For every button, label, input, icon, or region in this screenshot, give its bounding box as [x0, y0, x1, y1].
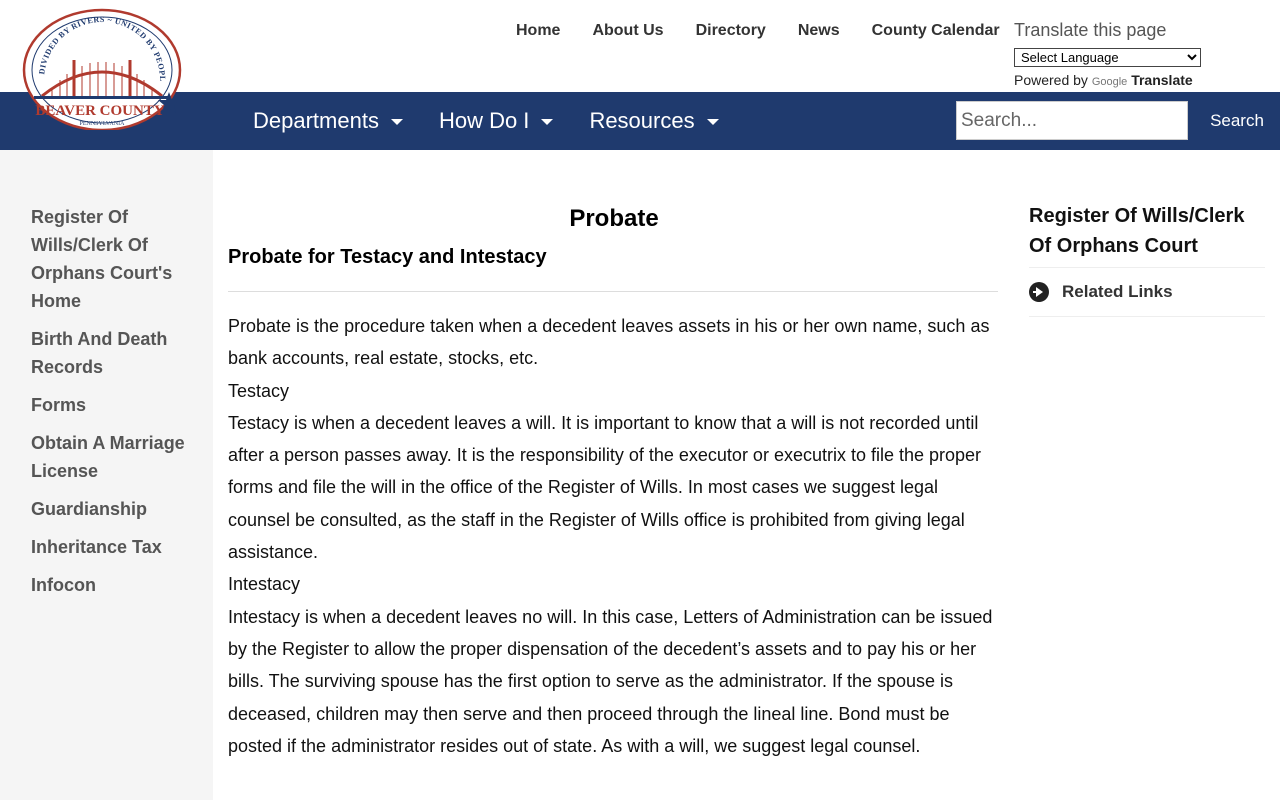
- caret-down-icon: [707, 119, 719, 125]
- sidebar-item-birth-death-records[interactable]: Birth And Death Records: [31, 329, 168, 377]
- top-link-directory[interactable]: Directory: [695, 22, 766, 39]
- powered-by: [1014, 71, 1214, 91]
- arrow-circle-right-icon: [1029, 282, 1049, 302]
- sidebar-item-infocon[interactable]: Infocon: [31, 575, 96, 595]
- translate-title: Translate this page: [1014, 20, 1167, 40]
- sidebar-item-marriage-license[interactable]: Obtain A Marriage License: [31, 433, 185, 481]
- top-link-news[interactable]: News: [797, 22, 840, 39]
- nav-resources[interactable]: [589, 108, 718, 134]
- google-logo[interactable]: Google: [1091, 76, 1128, 88]
- top-link-home[interactable]: Home: [516, 22, 561, 39]
- right-panel: [1029, 150, 1265, 317]
- paragraph-intestacy: Intestacy is when a decedent leaves no will. In this case, Letters of Administration can be issued by the Register to allow the proper dispensation of the decedent’s assets and to pay his or her bills. The surviving spouse has the first option to serve as the administrator. If the spouse is deceased, children may then serve and then proceed through the lineal line. Bond must be posted if the administrator resides out of state. As with a will, we suggest legal counsel.: [228, 606, 993, 756]
- nav-departments-label: Departments: [253, 108, 379, 133]
- main-nav-items: [253, 92, 755, 150]
- top-link-county-calendar[interactable]: County Calendar: [871, 22, 1000, 39]
- caret-down-icon: [391, 119, 403, 125]
- article-body: [228, 310, 1000, 762]
- sidebar-nav: [0, 150, 213, 599]
- nav-how-do-i[interactable]: [439, 108, 553, 134]
- sidebar-item-guardianship[interactable]: Guardianship: [31, 499, 148, 519]
- search-button[interactable]: Search: [1198, 101, 1276, 140]
- nav-resources-label: Resources: [589, 108, 695, 133]
- beaver-county-logo[interactable]: [22, 8, 182, 130]
- nav-departments[interactable]: [253, 108, 403, 134]
- translate-word: Translate: [1131, 72, 1193, 88]
- paragraph-testacy: Testacy is when a decedent leaves a will. It is important to know that a will is not recorded until after a person passes away. It is the responsibility of the executor or executrix to file the proper forms and file the will in the office of the Register of Wills. In most cases we suggest legal counsel be consulted, as the staff in the Register of Wills office is prohibited from giving legal assistance.: [228, 412, 982, 563]
- top-link-about-us[interactable]: About Us: [592, 22, 664, 39]
- language-select[interactable]: [1014, 48, 1201, 67]
- nav-how-do-i-label: How Do I: [438, 108, 530, 133]
- main-navbar: [0, 92, 1280, 150]
- right-panel-title: Register Of Wills/Clerk Of Orphans Court: [1029, 205, 1245, 257]
- powered-by-label: Powered by: [1014, 72, 1088, 88]
- heading-testacy: Testacy: [228, 380, 290, 401]
- sidebar-item-forms[interactable]: Forms: [31, 395, 87, 415]
- related-links-label: Related Links: [1062, 282, 1173, 301]
- sidebar-item-inheritance-tax[interactable]: Inheritance Tax: [31, 537, 162, 557]
- logo-arc-text: DIVIDED BY RIVERS ~ UNITED BY PEOPL: [37, 14, 168, 82]
- divider: [228, 291, 998, 292]
- translate-widget: [1014, 20, 1214, 91]
- heading-intestacy: Intestacy: [228, 574, 301, 595]
- logo-name: BEAVER COUNTY: [35, 103, 165, 119]
- caret-down-icon: [541, 119, 553, 125]
- top-links: [516, 21, 1032, 41]
- related-links-toggle[interactable]: [1029, 267, 1265, 317]
- page-subtitle: Probate for Testacy and Intestacy: [228, 246, 547, 268]
- page-title: Probate: [569, 205, 659, 232]
- sidebar-item-home[interactable]: Register Of Wills/Clerk Of Orphans Court's Home: [31, 207, 173, 311]
- search-input[interactable]: [956, 101, 1188, 140]
- main-content: [228, 150, 1000, 762]
- logo-state: PENNSYLVANIA: [79, 121, 125, 127]
- paragraph-probate: Probate is the procedure taken when a decedent leaves assets in his or her own name, such as bank accounts, real estate, stocks, etc.: [228, 316, 990, 369]
- left-sidebar: [0, 150, 213, 800]
